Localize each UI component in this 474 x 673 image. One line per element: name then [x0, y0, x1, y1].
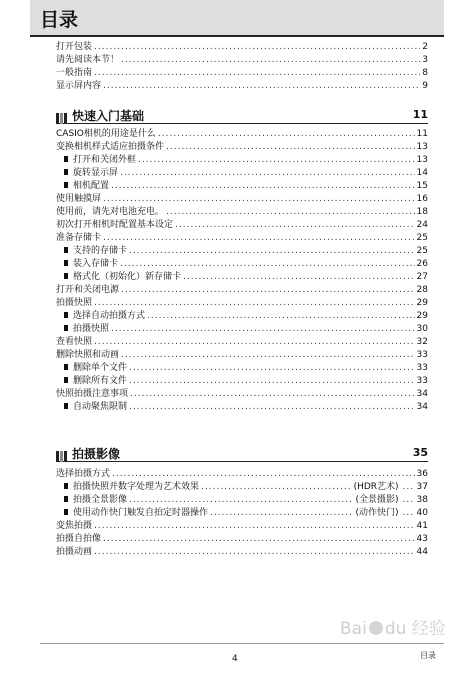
page-number: 4	[232, 654, 238, 664]
toc-entry-label: 格式化（初始化）新存储卡	[73, 272, 182, 282]
toc-entry-note: (全景摄影)	[355, 495, 399, 505]
toc-entry-page: 24	[416, 220, 428, 230]
toc-intro-list	[56, 41, 428, 93]
toc-entry-label: 打开包装	[56, 42, 93, 52]
toc-entry-label: 删除单个文件	[73, 363, 128, 373]
bullet-square-icon	[64, 312, 68, 318]
toc-entry-label: 使用前，请先对电池充电。	[56, 207, 165, 217]
dot-leader	[120, 167, 415, 180]
toc-entry-page: 25	[416, 246, 428, 256]
dot-leader	[158, 128, 415, 141]
toc-entry[interactable]	[56, 349, 428, 362]
toc-entry-page: 13	[416, 155, 428, 165]
toc-entry-page: 40	[416, 508, 428, 518]
toc-entry-label: 使用动作快门触发自拍定时器操作	[73, 508, 209, 518]
toc-subentry[interactable]	[56, 494, 428, 507]
toc-entry-label: 选择自动拍摄方式	[73, 311, 146, 321]
dot-leader	[175, 219, 415, 232]
toc-entry-label: 打开和关闭外框	[73, 155, 137, 165]
toc-entry-page: 2	[422, 42, 428, 52]
page-title: 目录	[40, 9, 79, 31]
toc-entry-page: 11	[416, 129, 428, 139]
toc-entry-page: 3	[422, 55, 428, 65]
section-header-quick-start	[56, 107, 428, 124]
dot-leader	[210, 507, 354, 520]
section-marker-icon	[56, 109, 68, 128]
toc-entry-page: 16	[416, 194, 428, 204]
toc-entry-page: 37	[416, 482, 428, 492]
toc-entry[interactable]	[56, 336, 428, 349]
toc-entry-page: 33	[416, 363, 428, 373]
toc-entry[interactable]	[56, 206, 428, 219]
toc-entry-page: 25	[416, 233, 428, 243]
toc-entry-label: 支持的存储卡	[73, 246, 128, 256]
toc-entry[interactable]	[56, 67, 428, 80]
toc-entry-label: 删除快照和动画	[56, 350, 120, 360]
toc-entry-label: 快照拍摄注意事项	[56, 389, 129, 399]
dot-leader	[147, 310, 415, 323]
toc-entry-page: 29	[416, 311, 428, 321]
toc-subentry[interactable]	[56, 310, 428, 323]
toc-subentry[interactable]	[56, 271, 428, 284]
toc-subentry[interactable]	[56, 258, 428, 271]
toc-entry[interactable]	[56, 468, 428, 481]
toc-entry-page: 9	[422, 81, 428, 91]
toc-entry-page: 15	[416, 181, 428, 191]
toc-entry-page: 32	[416, 337, 428, 347]
dot-leader	[129, 494, 354, 507]
toc-entry-label: 拍摄快照	[56, 298, 93, 308]
bullet-square-icon	[64, 273, 68, 279]
dot-leader	[103, 80, 420, 93]
bullet-square-icon	[64, 169, 68, 175]
dot-leader	[403, 481, 415, 494]
dot-leader	[121, 54, 420, 67]
section-title: 快速入门基础	[72, 109, 145, 123]
bullet-square-icon	[64, 483, 68, 489]
dot-leader	[166, 206, 415, 219]
toc-entry-label: 变焦拍摄	[56, 521, 93, 531]
toc-entry-note: (动作快门)	[355, 508, 399, 518]
toc-entry-page: 44	[416, 547, 428, 557]
bullet-square-icon	[64, 364, 68, 370]
toc-entry[interactable]	[56, 533, 428, 546]
toc-entry-page: 36	[416, 469, 428, 479]
toc-entry-label: 显示屏内容	[56, 81, 102, 91]
dot-leader	[94, 41, 420, 54]
toc-entry-label: 拍摄全景影像	[73, 495, 128, 505]
dot-leader	[103, 193, 415, 206]
dot-leader	[94, 546, 415, 559]
baidu-watermark: Bai du 经验	[340, 619, 446, 639]
toc-entry[interactable]	[56, 41, 428, 54]
footer-divider	[40, 643, 444, 644]
toc-entry-label: 选择拍摄方式	[56, 469, 111, 479]
toc-entry-page: 43	[416, 534, 428, 544]
toc-entry-page: 26	[416, 259, 428, 269]
toc-entry[interactable]	[56, 284, 428, 297]
dot-leader	[166, 141, 415, 154]
dot-leader	[103, 533, 415, 546]
toc-entry-page: 27	[416, 272, 428, 282]
toc-entry[interactable]	[56, 141, 428, 154]
toc-entry-label: 打开和关闭电源	[56, 285, 120, 295]
footer-label: 目录	[420, 651, 436, 660]
toc-entry[interactable]	[56, 232, 428, 245]
toc-entry[interactable]	[56, 520, 428, 533]
toc-subentry[interactable]	[56, 362, 428, 375]
toc-subentry[interactable]	[56, 180, 428, 193]
toc-entry[interactable]	[56, 80, 428, 93]
toc-entry-label: 删除所有文件	[73, 376, 128, 386]
toc-entry-page: 30	[416, 324, 428, 334]
toc-subentry[interactable]	[56, 154, 428, 167]
toc-subentry[interactable]	[56, 401, 428, 414]
toc-subentry[interactable]	[56, 245, 428, 258]
dot-leader	[138, 154, 415, 167]
dot-leader	[201, 481, 352, 494]
toc-section-shooting	[56, 468, 428, 559]
dot-leader	[121, 284, 415, 297]
toc-entry-label: 变换相机样式适应拍摄条件	[56, 142, 165, 152]
toc-entry-label: CASIO相机的用途是什么	[56, 129, 156, 139]
toc-entry-label: 准备存储卡	[56, 233, 102, 243]
dot-leader	[129, 362, 415, 375]
toc-entry-page: 33	[416, 376, 428, 386]
toc-entry-page: 29	[416, 298, 428, 308]
bullet-square-icon	[64, 509, 68, 515]
bullet-square-icon	[64, 182, 68, 188]
toc-entry-label: 查看快照	[56, 337, 93, 347]
dot-leader	[129, 401, 415, 414]
bullet-square-icon	[64, 260, 68, 266]
toc-entry-label: 自动聚焦限制	[73, 402, 128, 412]
toc-entry-page: 18	[416, 207, 428, 217]
dot-leader	[94, 520, 415, 533]
toc-entry-page: 41	[416, 521, 428, 531]
toc-entry[interactable]	[56, 219, 428, 232]
toc-entry-page: 13	[416, 142, 428, 152]
section-page: 11	[412, 108, 428, 121]
dot-leader	[403, 494, 415, 507]
toc-entry-label: 一般指南	[56, 68, 93, 78]
toc-entry[interactable]	[56, 388, 428, 401]
bullet-square-icon	[64, 325, 68, 331]
toc-section-quick-start	[56, 128, 428, 414]
dot-leader	[103, 232, 415, 245]
toc-entry-page: 34	[416, 402, 428, 412]
dot-leader	[94, 67, 420, 80]
toc-entry-label: 旋转显示屏	[73, 168, 119, 178]
dot-leader	[120, 258, 415, 271]
dot-leader	[94, 297, 415, 310]
dot-leader	[121, 349, 415, 362]
toc-entry[interactable]	[56, 297, 428, 310]
section-marker-icon	[56, 447, 68, 466]
dot-leader	[129, 245, 415, 258]
toc-entry-label: 请先阅读本节！	[56, 55, 120, 65]
dot-leader	[183, 271, 415, 284]
toc-entry[interactable]	[56, 128, 428, 141]
toc-entry-label: 拍摄自拍像	[56, 534, 102, 544]
toc-entry-page: 34	[416, 389, 428, 399]
toc-subentry[interactable]	[56, 167, 428, 180]
toc-entry-page: 33	[416, 350, 428, 360]
toc-subentry[interactable]	[56, 375, 428, 388]
toc-entry-page: 38	[416, 495, 428, 505]
dot-leader	[129, 375, 415, 388]
toc-entry-label: 拍摄动画	[56, 547, 93, 557]
toc-entry-note: (HDR艺术)	[353, 482, 399, 492]
bullet-square-icon	[64, 156, 68, 162]
toc-subentry[interactable]	[56, 481, 428, 494]
section-page: 35	[412, 446, 428, 459]
dot-leader	[112, 468, 415, 481]
paw-icon	[369, 621, 383, 635]
dot-leader	[130, 388, 415, 401]
toc-subentry[interactable]	[56, 507, 428, 520]
toc-entry[interactable]	[56, 546, 428, 559]
toc-entry-label: 装入存储卡	[73, 259, 119, 269]
bullet-square-icon	[64, 403, 68, 409]
toc-entry-label: 拍摄快照	[73, 324, 110, 334]
toc-entry-page: 28	[416, 285, 428, 295]
toc-entry-page: 8	[422, 68, 428, 78]
dot-leader	[94, 336, 415, 349]
bullet-square-icon	[64, 496, 68, 502]
toc-entry-label: 初次打开相机时配置基本设定	[56, 220, 174, 230]
toc-entry[interactable]	[56, 54, 428, 67]
dot-leader	[403, 507, 415, 520]
bullet-square-icon	[64, 377, 68, 383]
toc-entry[interactable]	[56, 193, 428, 206]
bullet-square-icon	[64, 247, 68, 253]
title-bar	[30, 0, 444, 37]
toc-entry-label: 使用触摸屏	[56, 194, 102, 204]
section-title: 拍摄影像	[72, 447, 121, 461]
toc-entry-label: 相机配置	[73, 181, 110, 191]
toc-entry-page: 14	[416, 168, 428, 178]
toc-subentry[interactable]	[56, 323, 428, 336]
dot-leader	[111, 323, 415, 336]
dot-leader	[111, 180, 415, 193]
section-header-shooting	[56, 445, 428, 462]
toc-entry-label: 拍摄快照并数字处理为艺术效果	[73, 482, 200, 492]
